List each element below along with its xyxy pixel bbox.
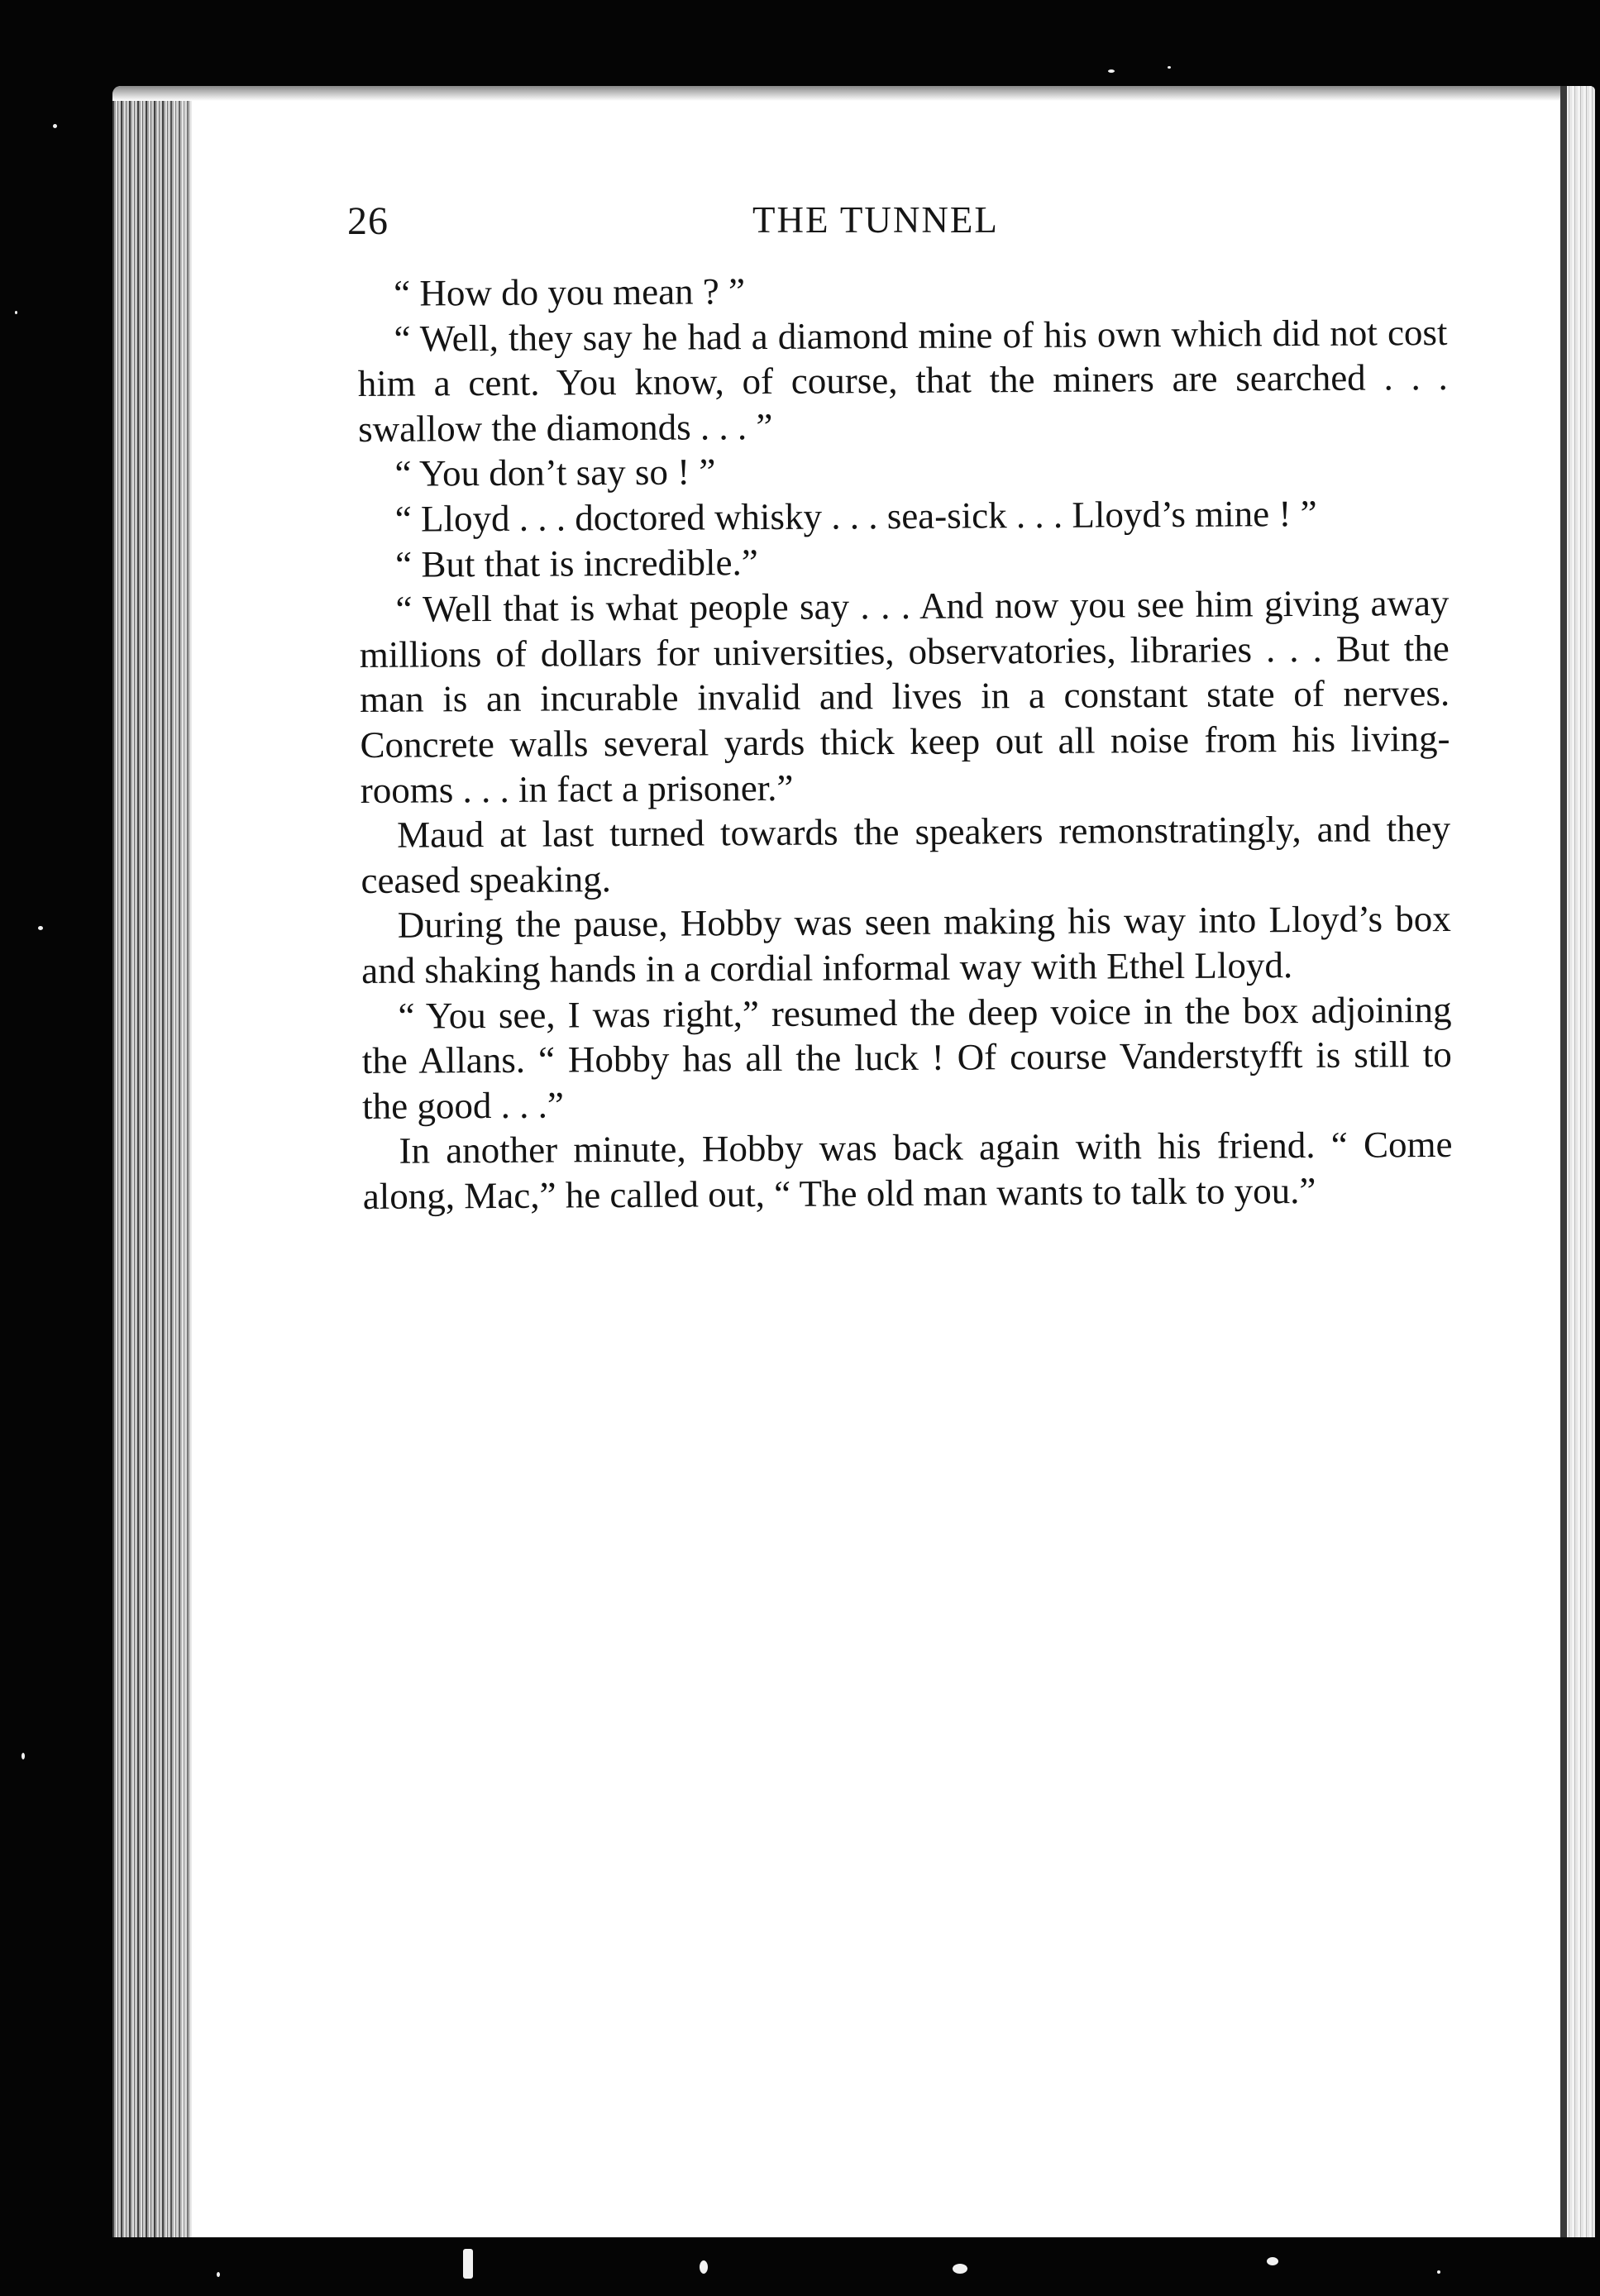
scan-speck: [1437, 2270, 1440, 2274]
gutter-shading: [162, 86, 253, 2237]
scan-speck: [463, 2249, 473, 2279]
running-title: THE TUNNEL: [752, 199, 999, 241]
right-page-edges: [1560, 86, 1595, 2237]
scan-speck: [1108, 69, 1115, 73]
scan-speck: [1168, 66, 1171, 69]
paragraph: “ You don’t say so ! ”: [394, 451, 716, 495]
paragraph: “ But that is incredible.”: [395, 541, 758, 585]
scan-speck: [1267, 2257, 1278, 2265]
scan-speck: [15, 311, 17, 314]
paragraph: “ Well, they say he had a diamond mine of his own which did not cost him a cent. You know, of course, that the miners are searched . . . swallow the diamonds . . . ”: [357, 311, 1448, 450]
scan-speck: [217, 2272, 220, 2277]
top-edge-shading: [112, 86, 1595, 101]
scan-speck: [38, 926, 43, 930]
paragraph: “ How do you mean ? ”: [394, 270, 746, 314]
paragraph: Maud at last turned towards the speakers remonstratingly, and they ceased speaking.: [361, 808, 1451, 901]
body-text: [357, 265, 1453, 1219]
scan-speck: [21, 1753, 25, 1759]
paragraph: “ You see, I was right,” resumed the deep voice in the box adjoining the Allans. “ Hobby has all the luck ! Of course Vanderstyfft is still to the good . . .”: [361, 988, 1452, 1127]
paragraph: During the pause, Hobby was seen making his way into Lloyd’s box and shaking hands in a cordial informal way with Ethel Lloyd.: [361, 898, 1451, 991]
paragraph: In another minute, Hobby was back again with his friend. “ Come along, Mac,” he called out, “ The old man wants to talk to you.”: [362, 1124, 1453, 1217]
scan-speck: [53, 124, 57, 128]
paragraph: “ Well that is what people say . . . And now you see him giving away millions of dollars for universities, observatories, libraries . . . But the man is an incurable invalid and lives in a constant state of nerves. Concrete walls several yards thick keep out all noise from his living-rooms . . . in fact a prisoner.”: [359, 582, 1450, 811]
scan-speck: [953, 2264, 967, 2274]
paragraph: “ Lloyd . . . doctored whisky . . . sea-sick . . . Lloyd’s mine ! ”: [394, 492, 1317, 540]
page-number: 26: [347, 199, 389, 243]
scan-speck: [700, 2260, 708, 2274]
